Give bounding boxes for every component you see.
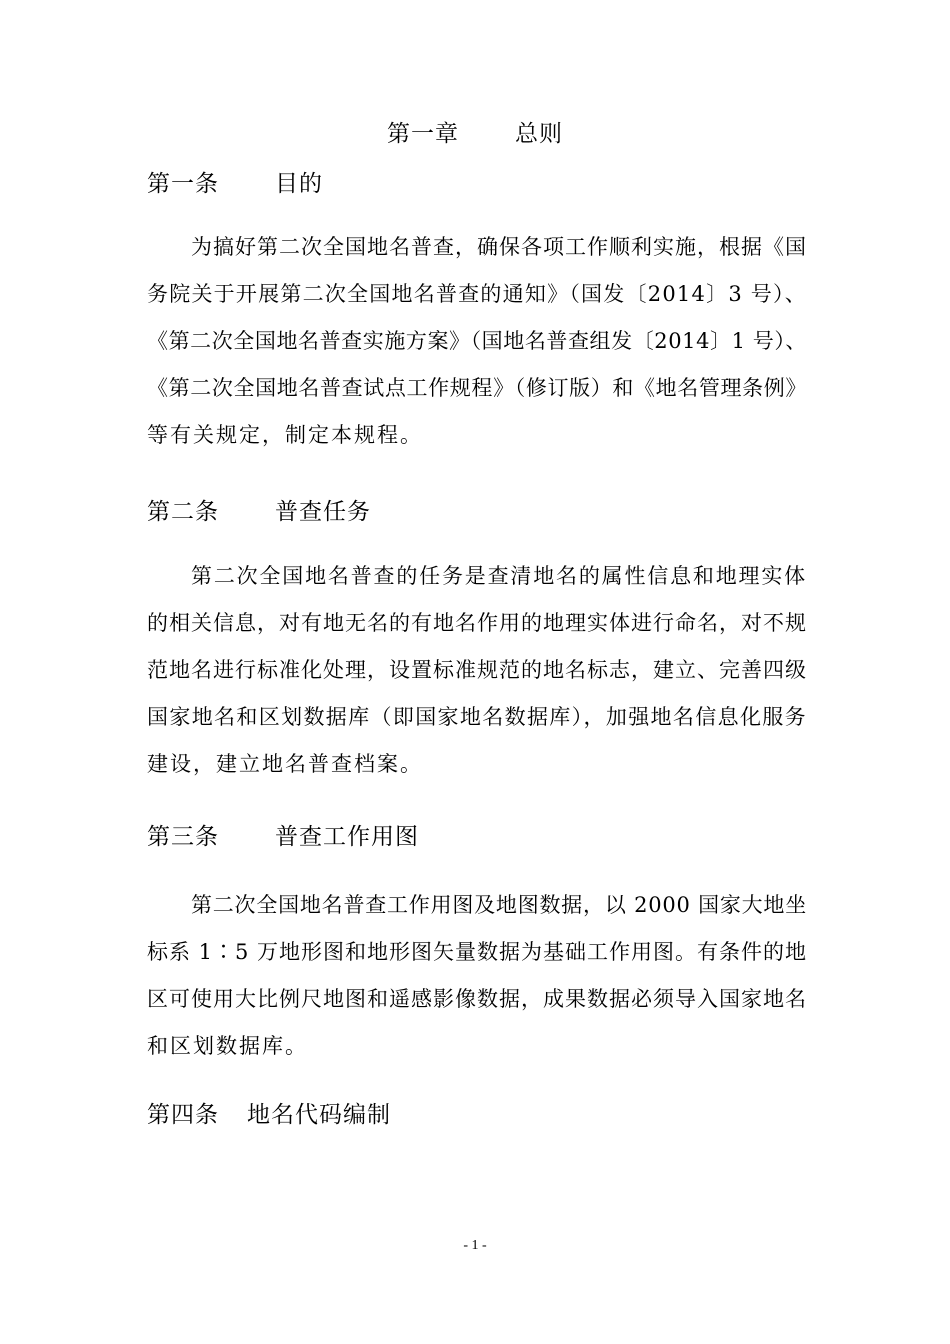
chapter-name: 总则 (515, 121, 563, 147)
page-number: - 1 - (463, 1238, 487, 1253)
article-title: 普查工作用图 (275, 824, 419, 850)
paragraph-line: 《第二次全国地名普查试点工作规程》（修订版）和《地名管理条例》 (147, 376, 807, 400)
article-number: 第三条 (147, 824, 219, 850)
paragraph-line: 为搞好第二次全国地名普查，确保各项工作顺利实施，根据《国 (191, 235, 807, 259)
paragraph-line: 务院关于开展第二次全国地名普查的通知》（国发〔2014〕3 号）、 (147, 282, 807, 306)
paragraph-line: 第二次全国地名普查的任务是查清地名的属性信息和地理实体 (191, 564, 807, 588)
article-heading-2 (147, 492, 371, 532)
article-title: 地名代码编制 (247, 1102, 391, 1128)
paragraph-line: 范地名进行标准化处理，设置标准规范的地名标志，建立、完善四级 (147, 658, 807, 682)
paragraph-line: 第二次全国地名普查工作用图及地图数据，以 2000 国家大地坐 (191, 893, 807, 917)
article-number: 第一条 (147, 171, 219, 197)
paragraph-line: 区可使用大比例尺地图和遥感影像数据，成果数据必须导入国家地名 (147, 987, 807, 1011)
paragraph-line: 《第二次全国地名普查实施方案》（国地名普查组发〔2014〕1 号）、 (147, 329, 807, 353)
chapter-title (0, 114, 950, 154)
chapter-number: 第一章 (387, 121, 459, 147)
article-number: 第四条 (147, 1102, 219, 1128)
paragraph-line: 建设，建立地名普查档案。 (147, 752, 423, 776)
paragraph-line: 和区划数据库。 (147, 1034, 308, 1058)
article-body-1 (147, 224, 807, 459)
article-body-2 (147, 553, 807, 788)
article-body-3 (147, 882, 807, 1070)
paragraph-line: 国家地名和区划数据库（即国家地名数据库），加强地名信息化服务 (147, 705, 807, 729)
article-title: 普查任务 (275, 499, 371, 525)
paragraph-line: 的相关信息，对有地无名的有地名作用的地理实体进行命名，对不规 (147, 611, 807, 635)
article-title: 目的 (275, 171, 323, 197)
article-number: 第二条 (147, 499, 219, 525)
article-heading-3 (147, 817, 419, 857)
article-heading-1 (147, 164, 323, 204)
paragraph-line: 等有关规定，制定本规程。 (147, 423, 423, 447)
paragraph-line: 标系 1∶5 万地形图和地形图矢量数据为基础工作用图。有条件的地 (147, 940, 807, 964)
article-heading-4 (147, 1095, 391, 1135)
